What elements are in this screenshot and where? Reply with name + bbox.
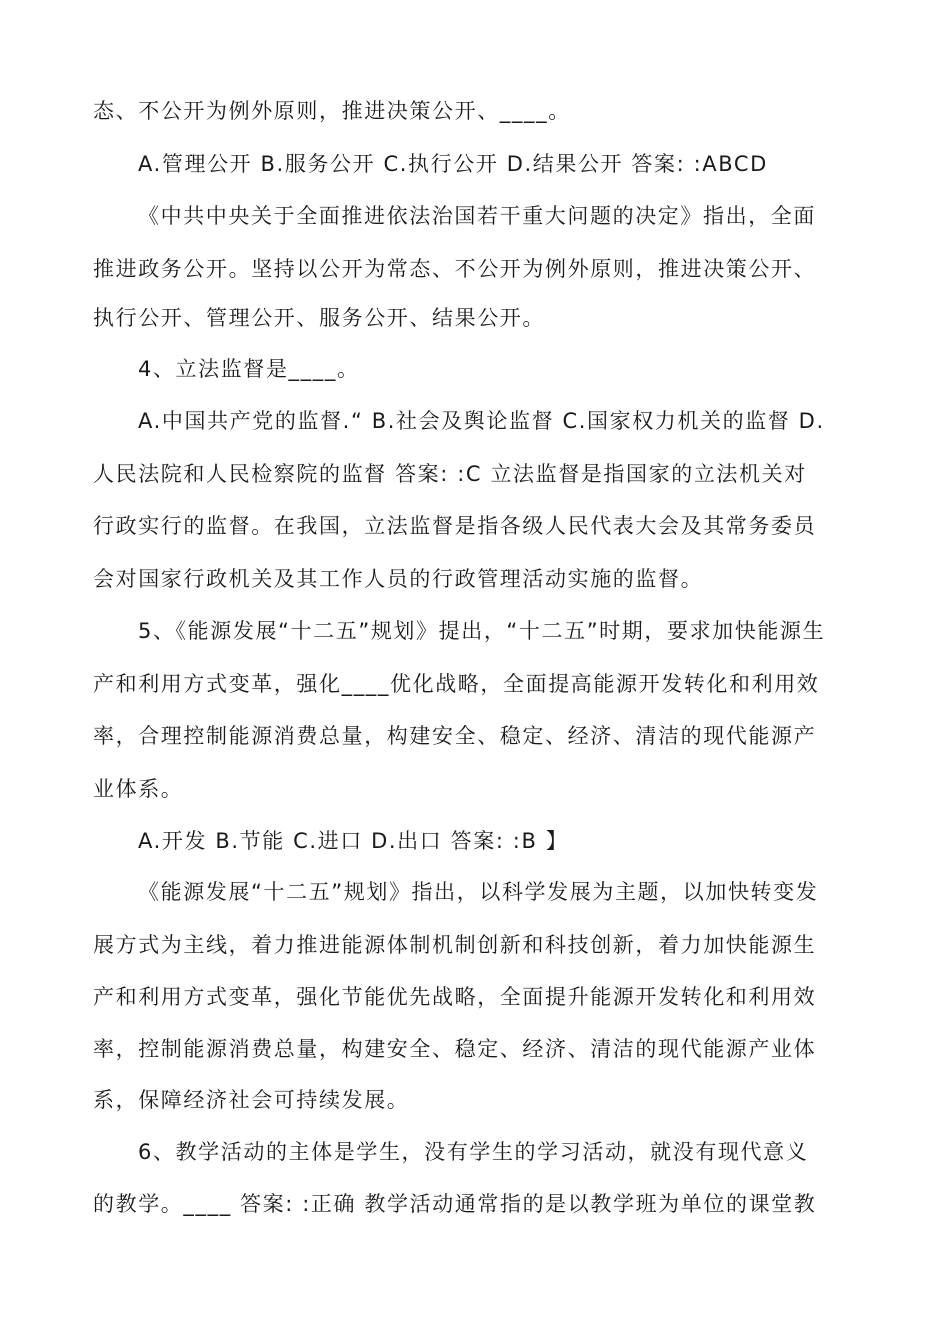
question-5-title: 5、《能源发展“十二五”规划》提出，“十二五”时期，要求加快能源生 xyxy=(138,619,826,643)
text-line: 产和利用方式变革，强化____优化战略，全面提高能源开发转化和利用效 xyxy=(93,672,820,696)
text-line: 业体系。 xyxy=(93,777,184,801)
question-3-options: A.管理公开 B.服务公开 C.执行公开 D.结果公开 答案: :ABCD xyxy=(138,152,768,176)
text-line: 率，控制能源消费总量，构建安全、稳定、经济、清洁的现代能源产业体 xyxy=(93,1037,817,1061)
text-line: 产和利用方式变革，强化节能优先战略，全面提升能源开发转化和利用效 xyxy=(93,985,817,1009)
text-line: 执行公开、管理公开、服务公开、结果公开。 xyxy=(93,306,545,330)
question-6-title: 6、教学活动的主体是学生，没有学生的学习活动，就没有现代意义 xyxy=(138,1140,809,1164)
text-line: 态、不公开为例外原则，推进决策公开、____。 xyxy=(93,99,571,123)
question-4-title: 4、立法监督是____。 xyxy=(138,357,360,381)
text-line: 的教学。____ 答案: :正确 教学活动通常指的是以教学班为单位的课堂教 xyxy=(93,1192,817,1216)
text-line: 展方式为主线，着力推进能源体制机制创新和科技创新，着力加快能源生 xyxy=(93,933,817,957)
text-line: 会对国家行政机关及其工作人员的行政管理活动实施的监督。 xyxy=(93,567,704,591)
text-line: 行政实行的监督。在我国，立法监督是指各级人民代表大会及其常务委员 xyxy=(93,514,817,538)
text-line: 率，合理控制能源消费总量，构建安全、稳定、经济、清洁的现代能源产 xyxy=(93,724,817,748)
text-line: 《能源发展“十二五”规划》指出，以科学发展为主题，以加快转变发 xyxy=(138,880,819,904)
text-line: 推进政务公开。坚持以公开为常态、不公开为例外原则，推进决策公开、 xyxy=(93,257,817,281)
question-4-options: A.中国共产党的监督.“ B.社会及舆论监督 C.国家权力机关的监督 D. xyxy=(138,409,825,433)
text-line: 人民法院和人民检察院的监督 答案: :C 立法监督是指国家的立法机关对 xyxy=(93,462,807,486)
question-5-options: A.开发 B.节能 C.进口 D.出口 答案: :B 】 xyxy=(138,829,569,853)
text-line: 《中共中央关于全面推进依法治国若干重大问题的决定》指出，全面 xyxy=(138,204,816,228)
text-line: 系，保障经济社会可持续发展。 xyxy=(93,1088,410,1112)
